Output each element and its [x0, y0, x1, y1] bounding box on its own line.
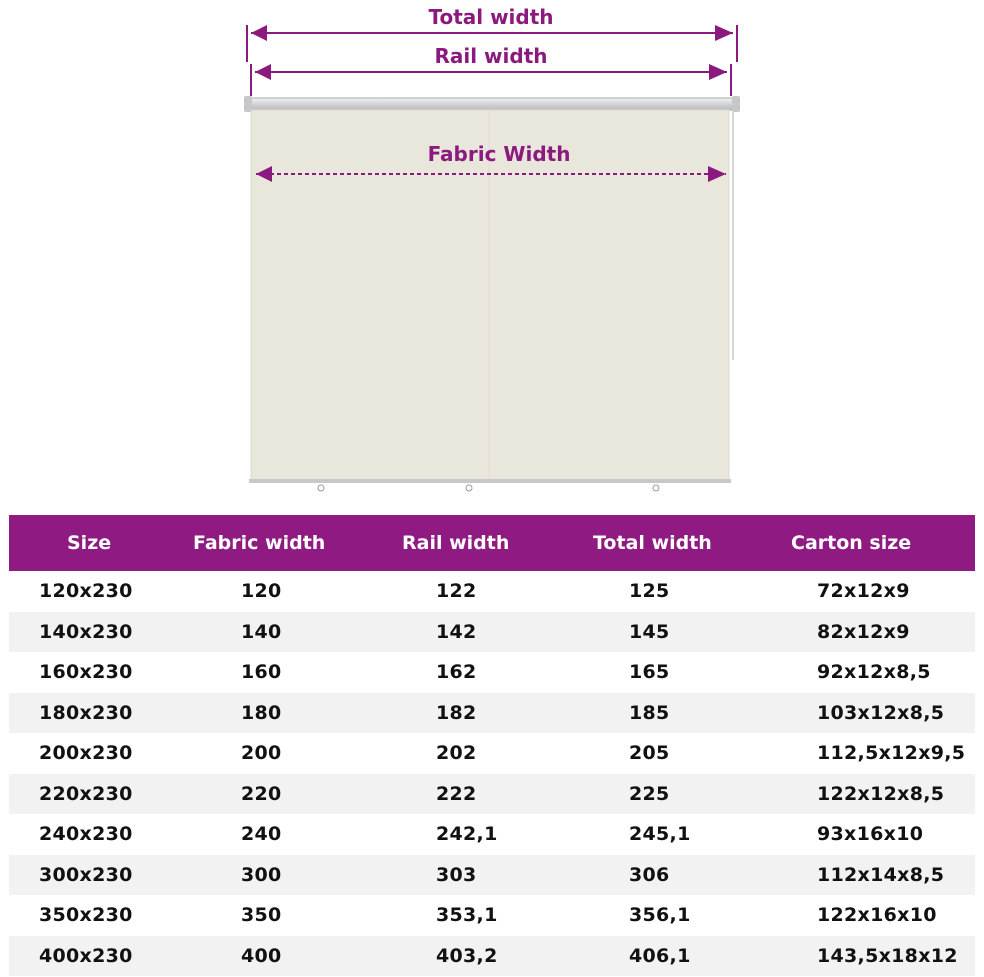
header-carton-size: Carton size: [791, 532, 912, 554]
table-row: [9, 774, 975, 815]
table-row: [9, 612, 975, 653]
cell-rail-width: 303: [436, 863, 477, 886]
cell-rail-width: 403,2: [436, 944, 498, 967]
cell-size: 200x230: [39, 742, 133, 765]
header-total-width: Total width: [593, 532, 712, 554]
cell-size: 400x230: [39, 944, 133, 967]
size-table-header: [9, 515, 975, 571]
cell-fabric-width: 140: [241, 620, 282, 643]
cell-size: 180x230: [39, 701, 133, 724]
cell-total-width: 306: [629, 863, 670, 886]
cell-fabric-width: 350: [241, 904, 282, 927]
size-table: [9, 515, 975, 976]
cell-rail-width: 162: [436, 661, 477, 684]
cell-size: 350x230: [39, 904, 133, 927]
cell-carton-size: 112,5x12x9,5: [817, 742, 966, 765]
cell-fabric-width: 160: [241, 661, 282, 684]
bottom-bar: [249, 479, 731, 491]
cell-size: 160x230: [39, 661, 133, 684]
cell-carton-size: 82x12x9: [817, 620, 910, 643]
total-width-label: Total width: [428, 5, 554, 29]
table-row: [9, 936, 975, 977]
header-size: Size: [67, 532, 112, 554]
cell-total-width: 125: [629, 580, 670, 603]
cell-size: 220x230: [39, 782, 133, 805]
cell-carton-size: 93x16x10: [817, 823, 924, 846]
cell-rail-width: 202: [436, 742, 477, 765]
table-row: [9, 571, 975, 612]
cell-fabric-width: 400: [241, 944, 282, 967]
rail-width-dimension: [251, 64, 731, 96]
cell-carton-size: 72x12x9: [817, 580, 910, 603]
header-fabric-width: Fabric width: [193, 532, 326, 554]
cell-total-width: 356,1: [629, 904, 691, 927]
cell-fabric-width: 200: [241, 742, 282, 765]
table-row: [9, 733, 975, 774]
cell-total-width: 185: [629, 701, 670, 724]
cell-fabric-width: 300: [241, 863, 282, 886]
cell-carton-size: 122x16x10: [817, 904, 937, 927]
cell-fabric-width: 240: [241, 823, 282, 846]
table-row: [9, 814, 975, 855]
cell-rail-width: 122: [436, 580, 477, 603]
table-row: [9, 693, 975, 734]
cell-fabric-width: 180: [241, 701, 282, 724]
cell-total-width: 245,1: [629, 823, 691, 846]
cell-size: 300x230: [39, 863, 133, 886]
cell-total-width: 205: [629, 742, 670, 765]
cell-rail-width: 353,1: [436, 904, 498, 927]
table-row: [9, 855, 975, 896]
cell-size: 120x230: [39, 580, 133, 603]
cell-rail-width: 142: [436, 620, 477, 643]
cell-total-width: 145: [629, 620, 670, 643]
cell-size: 140x230: [39, 620, 133, 643]
cell-rail-width: 222: [436, 782, 477, 805]
cell-carton-size: 92x12x8,5: [817, 661, 931, 684]
cell-fabric-width: 120: [241, 580, 282, 603]
table-row: [9, 652, 975, 693]
cell-carton-size: 112x14x8,5: [817, 863, 945, 886]
cell-rail-width: 182: [436, 701, 477, 724]
rail-width-label: Rail width: [434, 44, 548, 68]
cell-fabric-width: 220: [241, 782, 282, 805]
fabric-width-label: Fabric Width: [427, 142, 571, 166]
cell-rail-width: 242,1: [436, 823, 498, 846]
cell-size: 240x230: [39, 823, 133, 846]
cell-carton-size: 143,5x18x12: [817, 944, 958, 967]
cell-carton-size: 103x12x8,5: [817, 701, 945, 724]
header-rail-width: Rail width: [402, 532, 510, 554]
cell-total-width: 165: [629, 661, 670, 684]
table-row: [9, 895, 975, 936]
cell-carton-size: 122x12x8,5: [817, 782, 945, 805]
cell-total-width: 225: [629, 782, 670, 805]
cell-total-width: 406,1: [629, 944, 691, 967]
